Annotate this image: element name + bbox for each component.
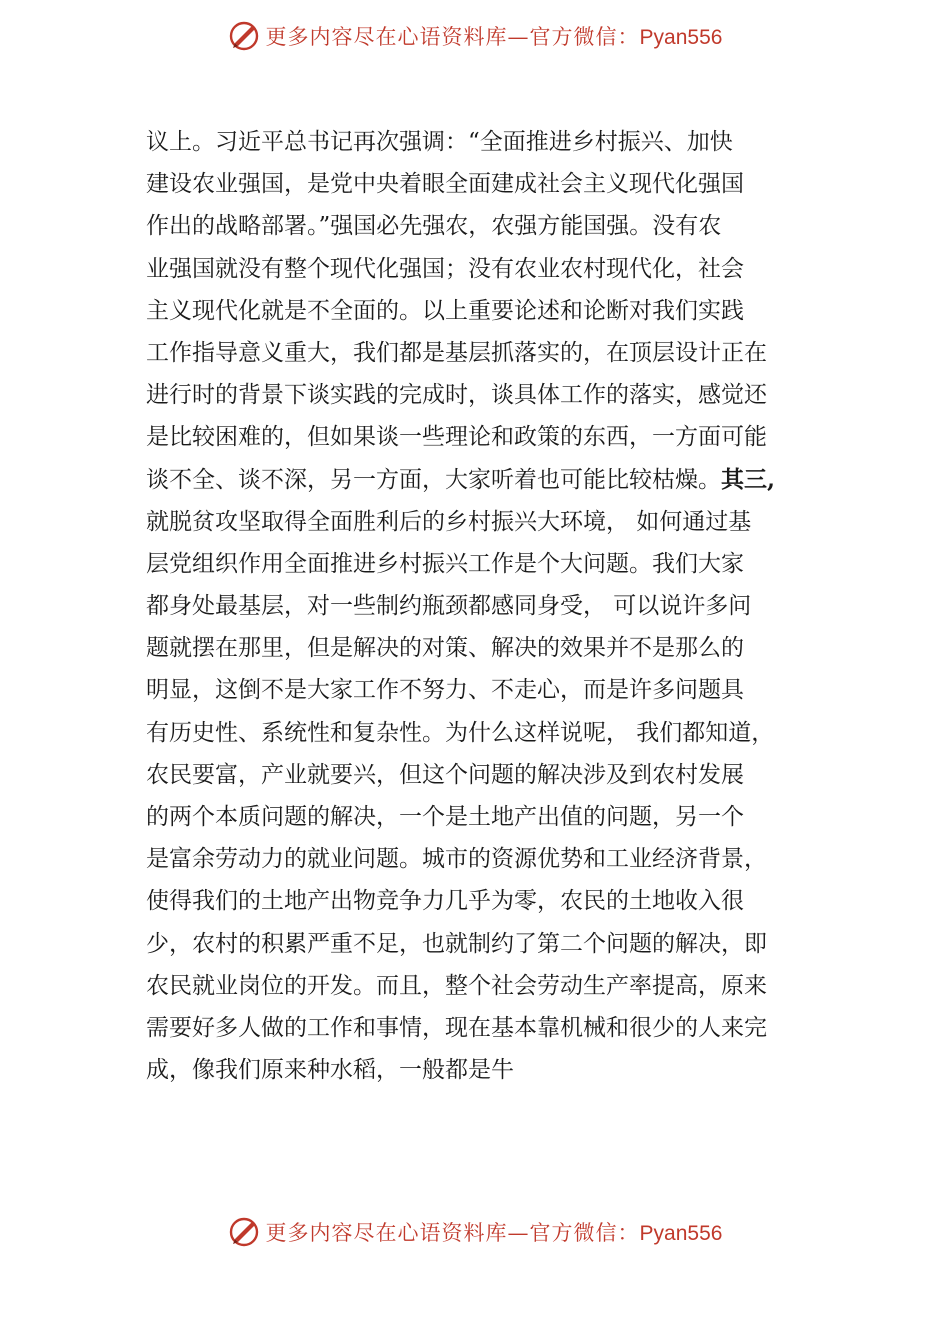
text-line: 有历史性、系统性和复杂性。为什么这样说呢， 我们都知道，	[146, 719, 775, 746]
pen-circle-logo-icon	[228, 1216, 260, 1248]
text-line: 成，像我们原来种水稻，一般都是牛	[146, 1057, 514, 1084]
text-line: 题就摆在那里，但是解决的对策、解决的效果并不是那么的	[146, 635, 744, 662]
text-line: 作出的战略部署。”强国必先强农，农强方能国强。没有农	[146, 213, 722, 240]
bold-marker: 其三,	[721, 465, 776, 493]
text-line: 的两个本质问题的解决，一个是土地产出值的问题，另一个	[146, 804, 744, 830]
text-line: 建设农业强国，是党中央着眼全面建成社会主义现代化强国	[146, 171, 744, 198]
footer-banner-text: 更多内容尽在心语资料库—官方微信：Pyan556	[265, 1221, 723, 1245]
text-line: 是富余劳动力的就业问题。城市的资源优势和工业经济背景，	[146, 846, 767, 873]
text-line: 主义现代化就是不全面的。以上重要论述和论断对我们实践	[146, 297, 744, 324]
text-line: 使得我们的土地产出物竞争力几乎为零，农民的土地收入很	[146, 888, 744, 915]
text-line: 明显，这倒不是大家工作不努力、不走心，而是许多问题具	[146, 677, 744, 704]
text-line: 就脱贫攻坚取得全面胜利后的乡村振兴大环境， 如何通过基	[146, 508, 752, 535]
document-body	[146, 121, 836, 1091]
text-line-with-bold	[146, 459, 836, 501]
text-line: 都身处最基层，对一些制约瓶颈都感同身受， 可以说许多问	[146, 593, 752, 620]
text-line: 少，农村的积累严重不足，也就制约了第二个问题的解决，即	[146, 930, 767, 957]
header-banner-text: 更多内容尽在心语资料库—官方微信：Pyan556	[265, 25, 723, 49]
footer-banner	[0, 1210, 950, 1254]
text-line: 农民就业岗位的开发。而且，整个社会劳动生产率提高，原来	[146, 972, 767, 999]
header-wechat-id: Pyan556	[639, 26, 723, 49]
text-line: 工作指导意义重大，我们都是基层抓落实的，在顶层设计正在	[146, 339, 767, 366]
text-line: 需要好多人做的工作和事情，现在基本靠机械和很少的人来完	[146, 1014, 767, 1041]
text-line: 进行时的背景下谈实践的完成时，谈具体工作的落实，感觉还	[146, 382, 767, 409]
text-line: 议上。习近平总书记再次强调：“全面推进乡村振兴、加快	[146, 129, 733, 155]
text-line-part: 谈不全、谈不深，另一方面，大家听着也可能比较枯燥。	[146, 466, 721, 493]
header-banner	[0, 14, 950, 58]
pen-circle-logo-icon	[228, 20, 260, 52]
text-line: 是比较困难的，但如果谈一些理论和政策的东西，一方面可能	[146, 424, 767, 451]
text-line: 农民要富，产业就要兴，但这个问题的解决涉及到农村发展	[146, 761, 744, 788]
text-line: 层党组织作用全面推进乡村振兴工作是个大问题。我们大家	[146, 550, 744, 577]
footer-wechat-id: Pyan556	[639, 1222, 723, 1245]
text-line: 业强国就没有整个现代化强国；没有农业农村现代化，社会	[146, 255, 744, 282]
